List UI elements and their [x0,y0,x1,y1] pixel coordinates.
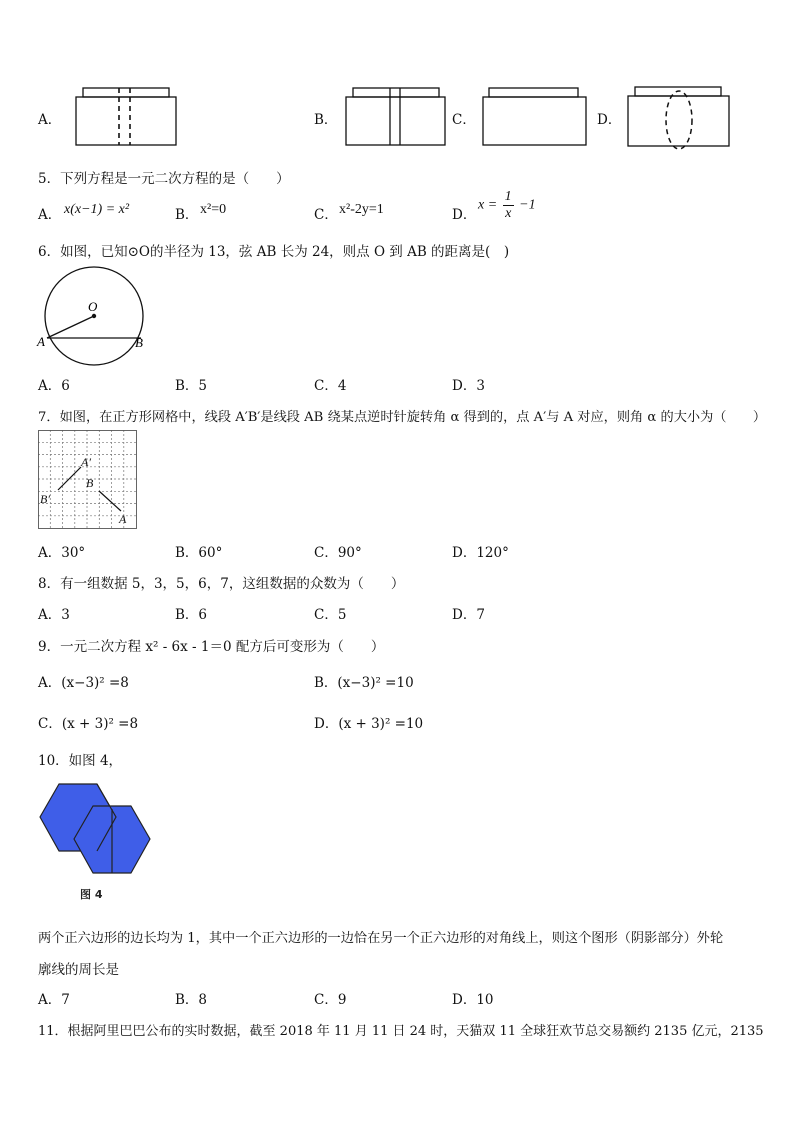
q5-option-a-equation: x(x−1) = x² [64,202,130,217]
q4-figure-c [482,86,588,148]
q7-option-a: A．30° [38,545,86,561]
q6-option-c: C．4 [314,378,347,394]
q5-option-b-equation: x²=0 [200,202,227,217]
q9-stem: 9．一元二次方程 x² - 6x - 1＝0 配方后可变形为（ ） [38,639,385,655]
figure-caption: 图 4 [80,888,103,901]
q5-option-c-equation: x²-2y=1 [339,202,384,217]
q5-stem: 5．下列方程是一元二次方程的是（ ） [38,171,290,187]
q4-option-a-label: A． [38,112,62,128]
q6-option-a: A．6 [38,378,70,394]
q5-option-a-label: A． [38,207,62,223]
q9-option-b: B．(x−3)² =10 [314,675,414,691]
q10-body-line-2: 廓线的周长是 [38,962,119,978]
label-a-prime: A′ [81,455,91,469]
q7-option-d: D．120° [452,545,509,561]
label-a: A [37,334,45,349]
q8-option-d: D．7 [452,607,485,623]
q10-body-line-1: 两个正六边形的边长均为 1，其中一个正六边形的一边恰在另一个正六边形的对角线上，则这个图形（阴影部分）外轮 [38,931,724,946]
q5-option-d-equation: x = $\frac{1}{x}$ −1 [478,189,536,221]
q5-option-b-label: B． [175,207,199,223]
q7-grid-figure [38,430,138,530]
q10-option-c: C．9 [314,992,347,1008]
q4-option-b-label: B． [314,112,338,128]
q9-option-c: C．(x + 3)² =8 [38,716,139,732]
q4-figure-a [75,86,179,148]
q8-stem: 8．有一组数据 5，3，5，6，7，这组数据的众数为（ ） [38,576,405,592]
q10-stem: 10．如图 4， [38,753,123,769]
q10-option-a: A．7 [38,992,70,1008]
q7-option-b: B．60° [175,545,223,561]
label-b-prime: B′ [40,492,50,506]
q10-option-b: B．8 [175,992,208,1008]
q6-option-b: B．5 [175,378,208,394]
q6-option-d: D．3 [452,378,485,394]
q6-circle-figure [36,265,156,375]
fraction: $\frac{1}{x}$ [504,189,512,221]
label-a: A [119,512,127,526]
label-b: B [135,335,143,350]
q6-stem: 6．如图，已知⊙O的半径为 13，弦 AB 长为 24，则点 O 到 AB 的距离是( ) [38,244,510,260]
label-o: O [88,299,98,314]
q10-option-d: D．10 [452,992,494,1008]
q4-figure-d [627,85,731,149]
q8-option-b: B．6 [175,607,208,623]
q4-option-d-label: D． [597,112,622,128]
q9-option-d: D．(x + 3)² =10 [314,716,424,732]
q4-figure-b [345,86,447,148]
q7-stem: 7．如图，在正方形网格中，线段 A′B′是线段 AB 绕某点逆时针旋转角 α 得到的，点 A′与 A 对应，则角 α 的大小为（ ） [38,410,767,425]
q5-option-c-label: C． [314,207,338,223]
q8-option-a: A．3 [38,607,70,623]
q9-option-a: A．(x−3)² =8 [38,675,129,691]
q11-stem: 11．根据阿里巴巴公布的实时数据，截至 2018 年 11 月 11 日 24 时，天猫双 11 全球狂欢节总交易额约 2135 亿元，2135 [38,1024,764,1039]
q4-option-c-label: C． [452,112,476,128]
q10-hexagon-figure [38,784,158,904]
q7-option-c: C．90° [314,545,362,561]
q8-option-c: C．5 [314,607,347,623]
label-b: B [86,476,94,490]
q5-option-d-label: D． [452,207,477,223]
